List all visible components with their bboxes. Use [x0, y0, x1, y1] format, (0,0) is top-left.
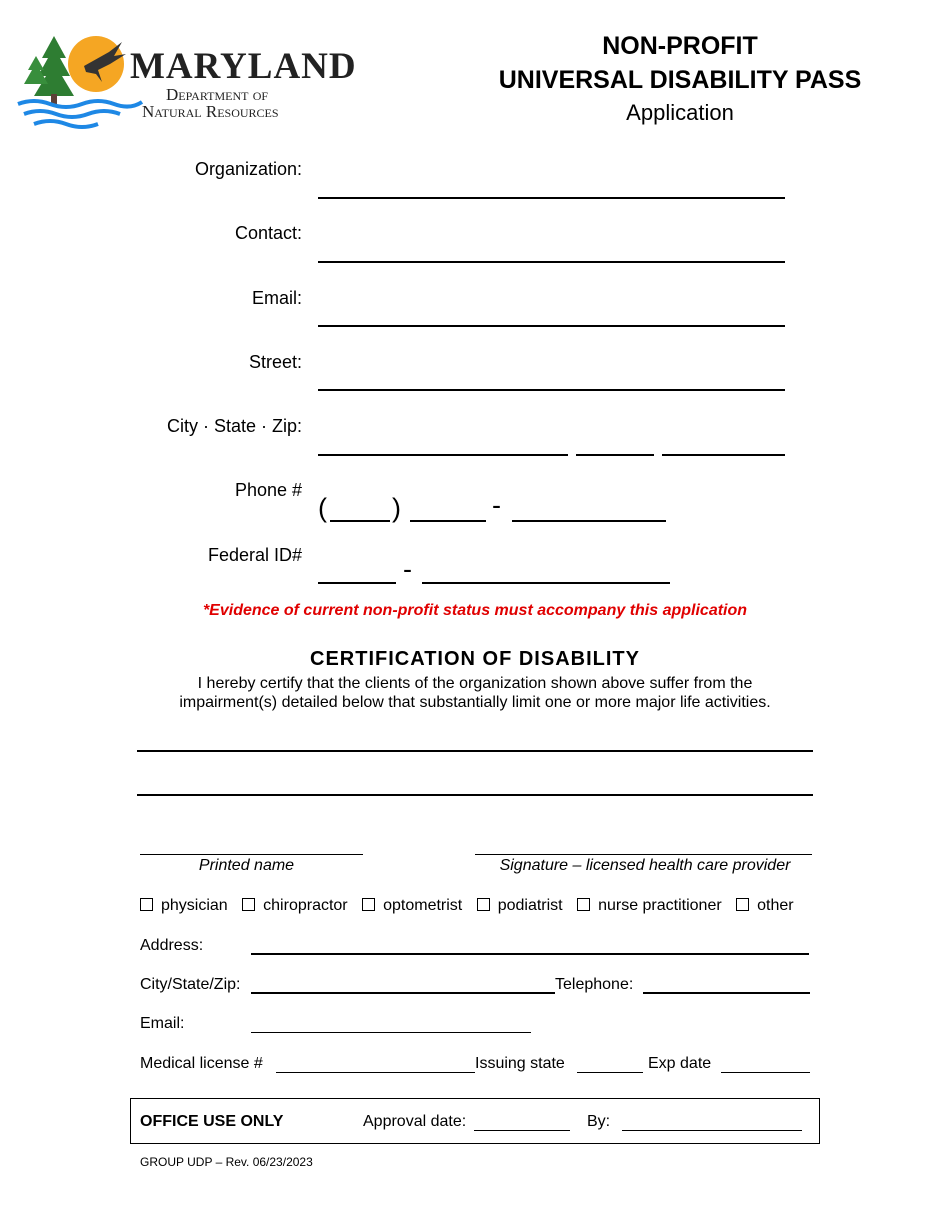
organization-label: Organization: — [194, 159, 302, 179]
nonprofit-evidence-notice: *Evidence of current non-profit status must accompany this application — [202, 602, 748, 619]
logo-line-natural-resources: Natural Resources — [142, 102, 279, 121]
logo-line-department: Department of — [166, 85, 269, 104]
issuing-state-label: Issuing state — [475, 1055, 565, 1072]
provider-address-field[interactable] — [251, 953, 809, 955]
approved-by-label: By: — [587, 1113, 611, 1130]
contact-label: Contact: — [234, 223, 302, 243]
provider-telephone-field[interactable] — [643, 992, 810, 994]
approved-by-field[interactable] — [622, 1130, 802, 1131]
medical-license-field[interactable] — [276, 1072, 475, 1073]
phone-dash: - — [492, 490, 501, 520]
checkbox-nurse-practitioner[interactable] — [577, 898, 590, 911]
approval-date-label: Approval date: — [363, 1113, 467, 1130]
street-field[interactable] — [318, 389, 785, 391]
certification-statement — [150, 674, 800, 712]
office-use-title: OFFICE USE ONLY — [140, 1113, 284, 1130]
option-other[interactable]: other — [736, 897, 793, 914]
phone-line-field[interactable] — [512, 520, 666, 522]
signature-caption: Signature – licensed health care provider — [499, 857, 791, 874]
exp-date-label: Exp date — [648, 1055, 712, 1072]
email-label: Email: — [251, 288, 302, 308]
phone-prefix-field[interactable] — [410, 520, 486, 522]
signature-field[interactable] — [475, 854, 812, 855]
provider-email-field[interactable] — [251, 1032, 531, 1033]
city-state-zip-label: City · State · Zip: — [166, 416, 302, 436]
checkbox-other[interactable] — [736, 898, 749, 911]
dnr-emblem-icon — [14, 30, 144, 130]
email-field[interactable] — [318, 325, 785, 327]
impairment-line-1[interactable] — [137, 750, 813, 752]
logo-wordmark: MARYLAND — [130, 46, 357, 87]
zip-field[interactable] — [662, 454, 785, 456]
approval-date-field[interactable] — [474, 1130, 570, 1131]
form-title-line2: UNIVERSAL DISABILITY PASS — [498, 66, 862, 94]
checkbox-physician[interactable] — [140, 898, 153, 911]
issuing-state-field[interactable] — [577, 1072, 643, 1073]
checkbox-optometrist[interactable] — [362, 898, 375, 911]
option-podiatrist[interactable]: podiatrist — [477, 897, 563, 914]
form-revision: GROUP UDP – Rev. 06/23/2023 — [140, 1155, 313, 1169]
provider-city-state-zip-label: City/State/Zip: — [140, 976, 241, 993]
federal-id-number-field[interactable] — [422, 582, 670, 584]
printed-name-field[interactable] — [140, 854, 363, 855]
option-nurse-practitioner[interactable]: nurse practitioner — [577, 897, 722, 914]
provider-type-checkboxes — [140, 898, 804, 914]
provider-telephone-label: Telephone: — [555, 976, 634, 993]
option-physician[interactable]: physician — [140, 897, 228, 914]
federal-id-dash: - — [403, 554, 412, 584]
provider-city-state-zip-field[interactable] — [251, 992, 555, 994]
phone-label: Phone # — [234, 480, 302, 500]
medical-license-label: Medical license # — [140, 1055, 263, 1072]
phone-close-paren: ) — [392, 493, 401, 523]
federal-id-prefix-field[interactable] — [318, 582, 396, 584]
maryland-dnr-logo — [14, 30, 394, 130]
printed-name-caption: Printed name — [198, 857, 295, 874]
organization-field[interactable] — [318, 197, 785, 199]
form-title-line1: NON-PROFIT — [602, 32, 758, 60]
state-field[interactable] — [576, 454, 654, 456]
certification-line-2: impairment(s) detailed below that substantially limit one or more major life activities. — [179, 694, 771, 711]
form-subtitle: Application — [626, 100, 734, 125]
provider-email-label: Email: — [140, 1015, 185, 1032]
phone-area-code-field[interactable] — [330, 520, 390, 522]
federal-id-label: Federal ID# — [207, 545, 302, 565]
contact-field[interactable] — [318, 261, 785, 263]
option-chiropractor[interactable]: chiropractor — [242, 897, 347, 914]
option-optometrist[interactable]: optometrist — [362, 897, 462, 914]
impairment-line-2[interactable] — [137, 794, 813, 796]
street-label: Street: — [248, 352, 302, 372]
exp-date-field[interactable] — [721, 1072, 810, 1073]
certification-title: CERTIFICATION OF DISABILITY — [310, 648, 640, 670]
provider-address-label: Address: — [140, 937, 204, 954]
phone-open-paren: ( — [318, 493, 327, 523]
certification-line-1: I hereby certify that the clients of the organization shown above suffer from the — [197, 675, 753, 692]
city-field[interactable] — [318, 454, 568, 456]
checkbox-chiropractor[interactable] — [242, 898, 255, 911]
checkbox-podiatrist[interactable] — [477, 898, 490, 911]
